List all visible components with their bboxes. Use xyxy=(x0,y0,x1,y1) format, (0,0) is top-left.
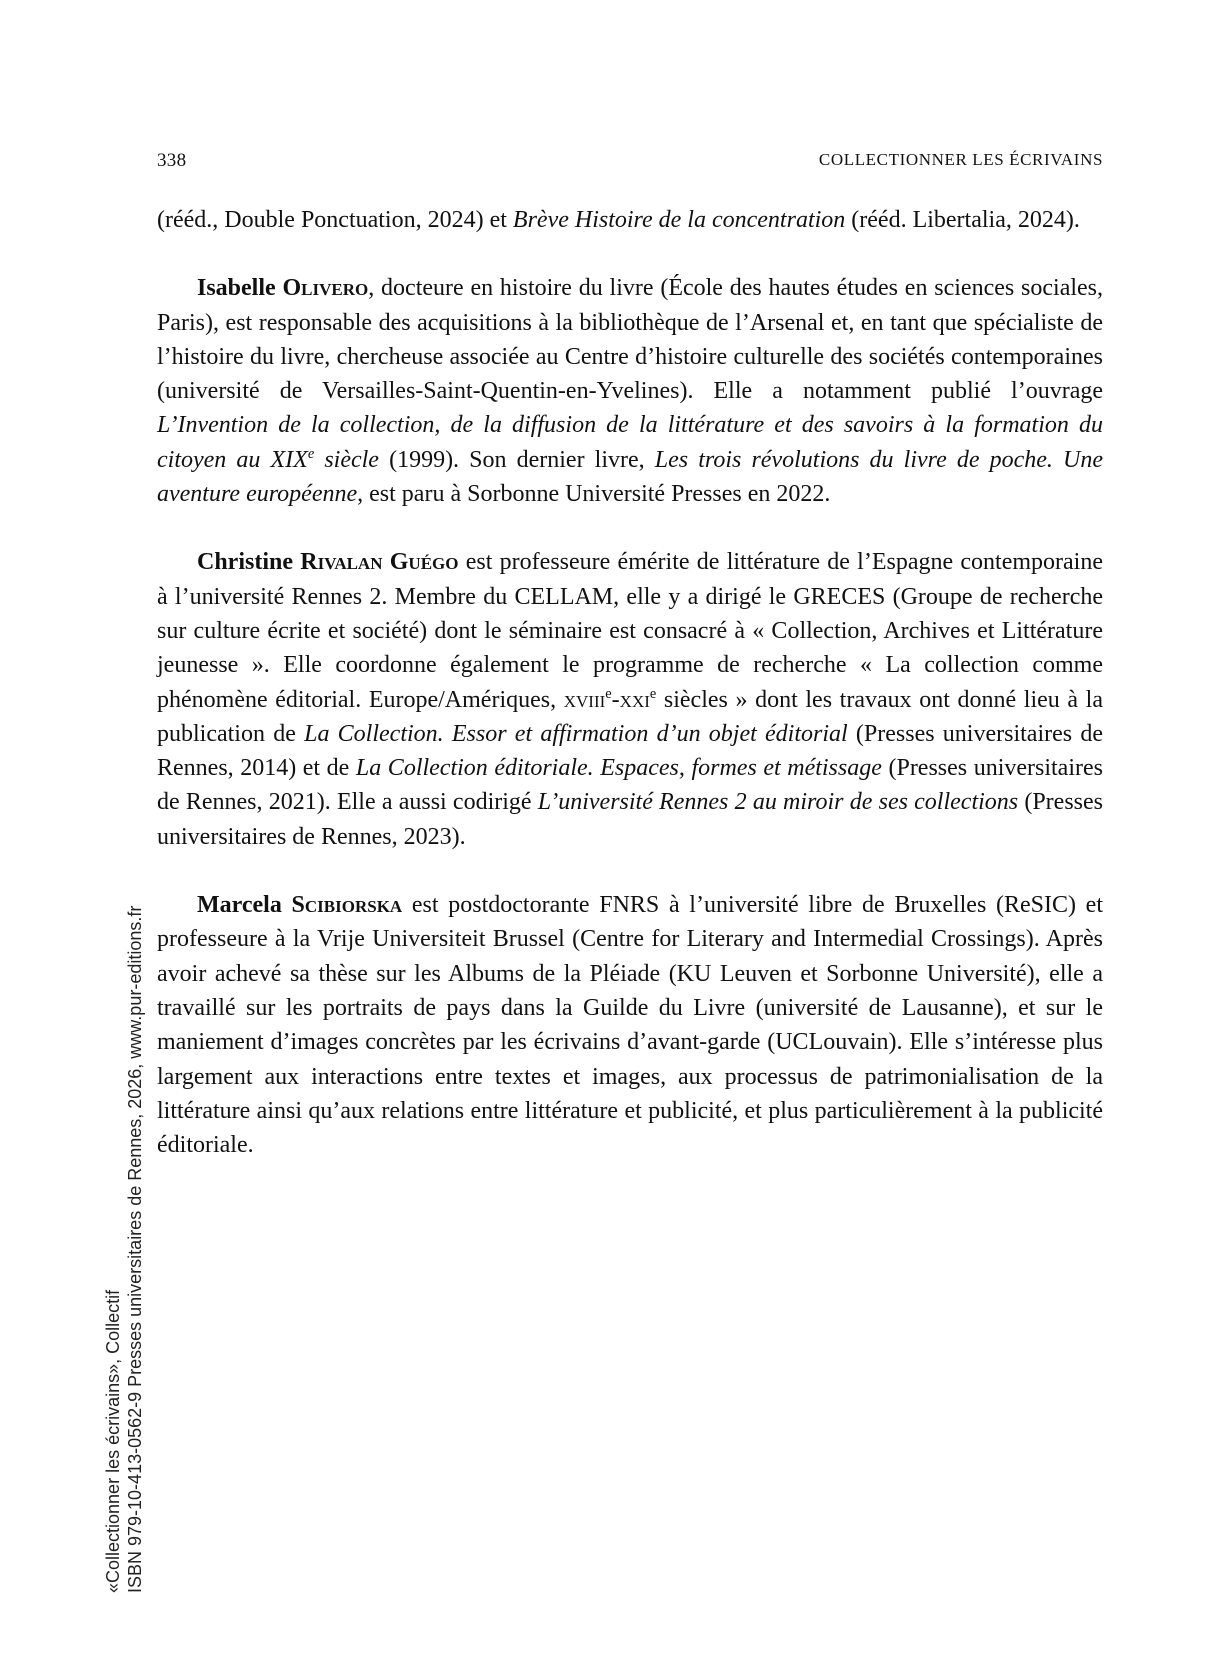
running-header xyxy=(157,150,1103,180)
author-name: Marcela Scibiorska xyxy=(197,892,403,919)
author-name: Christine Rivalan Guégo xyxy=(197,549,459,576)
book-title: L’université Rennes 2 au miroir de ses collections xyxy=(537,789,1019,816)
book-title: Les trois révolutions du livre de poche. Une aventure européenne xyxy=(157,446,1104,508)
book-title: La Collection éditoriale. Espaces, formes et métissage xyxy=(355,755,882,782)
side-note-line-2: ISBN 979-10-413-0562-9 Presses universitaires de Rennes, 2026, www.pur-editions.fr xyxy=(125,905,145,1593)
bio-paragraph-scibiorska: Marcela Scibiorska est postdoctorante FNRS à l’université libre de Bruxelles (ReSIC) et professeure à la Vrije Universiteit Brussel (Centre for Literary and Intermedial Crossings). Après avoir achevé sa thèse sur les Albums de la Pléiade (KU Leuven et Sorbonne Université), elle a travaillé sur les portraits de pays dans la Guilde du Livre (université de Lausanne), et sur le maniement d’images concrètes par les écrivains d’avant-garde (UCLouvain). Elle s’intéresse plus largement aux interactions entre textes et images, aux processus de patrimonialisation de la littérature ainsi qu’aux relations entre littérature et publicité, et plus particulièrement à la publicité éditoriale. xyxy=(157,892,1104,1159)
bio-paragraph-rivalan-guego: Christine Rivalan Guégo est professeure émérite de littérature de l’Espagne contemporaine à l’université Rennes 2. Membre du CELLAM, elle y a dirigé le GRECES (Groupe de recherche sur culture écrite et société) dont le séminaire est consacré à « Collection, Archives et Littérature jeunesse ». Elle coordonne également le programme de recherche « La collection comme phénomène éditorial. Europe/Amériques, xviii$^e$-xxi$^e$ siècles » dont les travaux ont donné lieu à la publication de La Collection. Essor et affirmation d’un objet éditorial (Presses universitaires de Rennes, 2014) et de La Collection éditoriale. Espaces, formes et métissage (Presses universitaires de Rennes, 2021). Elle a aussi codirigé L’université Rennes 2 au miroir de ses collections (Presses universitaires de Rennes, 2023). xyxy=(157,549,1104,850)
book-title: La Collection. Essor et affirmation d’un objet éditorial xyxy=(304,720,848,747)
side-note-line-1: «Collectionner les écrivains», Collectif xyxy=(103,1289,123,1593)
page-body xyxy=(157,203,1103,1196)
side-copyright-note xyxy=(102,673,146,1593)
continued-paragraph: (rééd., Double Ponctuation, 2024) et Brève Histoire de la concentration (rééd. Libertalia, 2024). xyxy=(157,207,1080,233)
page-number: 338 xyxy=(157,150,187,171)
book-title: L’Invention de la collection, de la diffusion de la littérature et des savoirs à la formation du citoyen au XIXe siècle xyxy=(157,412,1103,473)
running-title: COLLECTIONNER LES ÉCRIVAINS xyxy=(818,150,1103,169)
author-name: Isabelle Olivero xyxy=(197,275,369,302)
book-title: Brève Histoire de la concentration xyxy=(512,207,846,233)
bio-paragraph-olivero: Isabelle Olivero, docteure en histoire du livre (École des hautes études en sciences sociales, Paris), est responsable des acquisitions à la bibliothèque de l’Arsenal et, en tant que spécialiste de l’histoire du livre, chercheuse associée au Centre d’histoire culturelle des sociétés contemporaines (université de Versailles-Saint-Quentin-en-Yvelines). Elle a notamment publié l’ouvrage L’Invention de la collection, de la diffusion de la littérature et des savoirs à la formation du citoyen au XIXe siècle (1999). Son dernier livre, Les trois révolutions du livre de poche. Une aventure européenne, est paru à Sorbonne Université Presses en 2022. xyxy=(157,275,1104,508)
